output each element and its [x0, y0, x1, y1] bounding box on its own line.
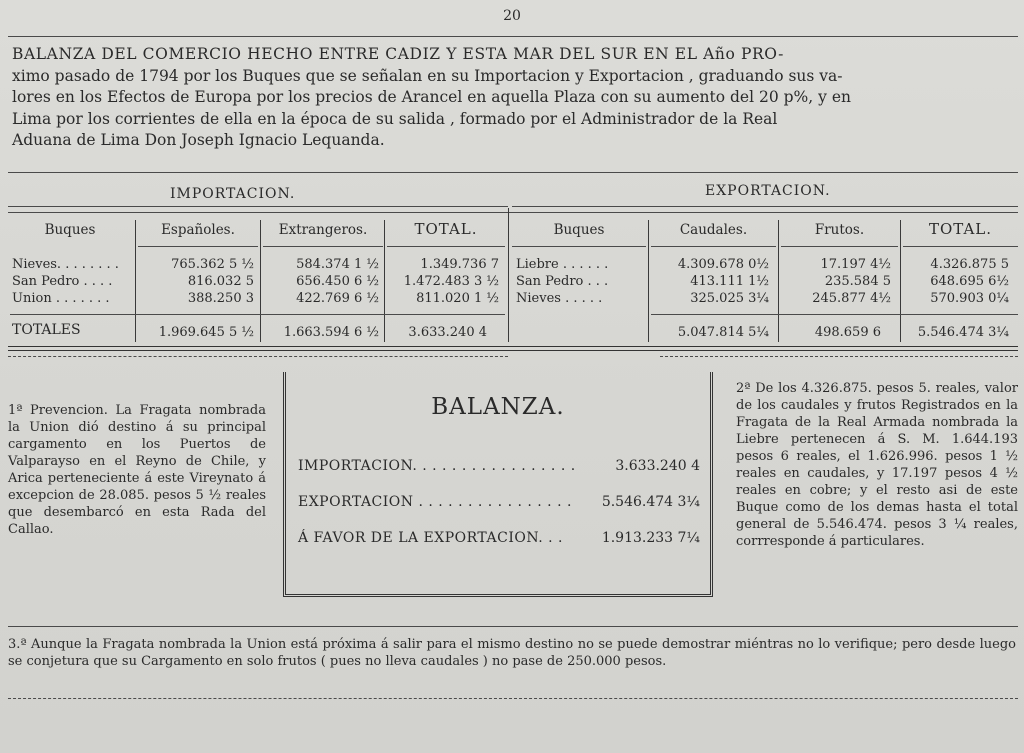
importacion-header: IMPORTACION.	[170, 186, 296, 202]
extrangeros-value: 422.769 6 ½	[296, 291, 379, 306]
col-divider	[384, 220, 385, 342]
balanza-title: BALANZA.	[431, 394, 565, 420]
prevencion-2: 2ª De los 4.326.875. pesos 5. reales, valor de los caudales y frutos Registrados en la Fragata de la Real Armada nombrada la Liebre pertenecen á S. M. 1.644.193 pesos 6 reales, el 1.626.996. pesos 1 ½ reales en caudales, y 17.197 pesos 4 ½ reales en cobre; y el resto asi de este Buque como de los demas hasta el total general de 5.546.474. pesos 3 ¼ reales, corrresponde á particulares.	[736, 381, 1018, 549]
balanza-favor	[298, 530, 700, 546]
col-rule	[138, 246, 258, 247]
balanza-importacion	[298, 458, 700, 474]
decorative-rule	[660, 356, 1018, 357]
table-bottom-rule	[8, 346, 1018, 351]
total-value: 648.695 6½	[930, 274, 1009, 289]
totales-espanoles: 1.969.645 5 ½	[158, 325, 254, 340]
title-line-3: lores en los Efectos de Europa por los precios de Arancel en aquella Plaza con su aumento del 20 p%, y en	[12, 88, 851, 106]
col-rule	[903, 246, 1018, 247]
col-divider	[900, 220, 901, 342]
buque-name: San Pedro . . .	[516, 274, 609, 289]
col-espanoles: Españoles.	[161, 222, 235, 238]
balanza-exportacion-label: EXPORTACION . . . . . . . . . . . . . . . .	[298, 494, 572, 510]
caudales-value: 413.111 1½	[690, 274, 769, 289]
total-value: 1.349.736 7	[420, 257, 499, 272]
espanoles-value: 388.250 3	[187, 291, 254, 306]
col-total-import: TOTAL.	[414, 220, 478, 238]
decorative-rule	[8, 356, 508, 357]
page-number: 20	[503, 8, 521, 24]
top-rule	[8, 36, 1018, 37]
total-value: 570.903 0¼	[930, 291, 1009, 306]
col-divider	[260, 220, 261, 342]
bottom-rule	[8, 698, 1018, 699]
totals-rule	[10, 314, 505, 315]
col-rule	[263, 246, 383, 247]
totales-total-import: 3.633.240 4	[408, 325, 487, 340]
col-buques: Buques	[44, 222, 96, 238]
totales-extrangeros: 1.663.594 6 ½	[283, 325, 379, 340]
total-value: 4.326.875 5	[930, 257, 1009, 272]
document-title	[12, 44, 1018, 152]
title-line-4: Lima por los corrientes de ella en la época de su salida , formado por el Administrador de la Real	[12, 109, 778, 128]
extrangeros-value: 656.450 6 ½	[296, 274, 379, 289]
extrangeros-value: 584.374 1 ½	[296, 257, 379, 272]
buque-name: Union . . . . . . .	[12, 291, 110, 306]
table-top-rule	[8, 212, 1018, 213]
frutos-value: 235.584 5	[824, 274, 891, 289]
title-line-5: Aduana de Lima Don Joseph Ignacio Lequanda.	[12, 131, 385, 149]
buque-name: Nieves . . . . .	[516, 291, 603, 306]
balanza-box	[283, 372, 713, 597]
col-buques-export: Buques	[553, 222, 605, 238]
exportacion-header-rule	[512, 206, 1018, 207]
frutos-value: 245.877 4½	[812, 291, 891, 306]
balanza-exportacion	[298, 494, 700, 510]
frutos-value: 17.197 4½	[820, 257, 891, 272]
col-caudales: Caudales.	[679, 222, 748, 238]
totales-label: TOTALES	[12, 322, 81, 338]
balanza-importacion-label: IMPORTACION. . . . . . . . . . . . . . . . .	[298, 458, 576, 474]
caudales-value: 4.309.678 0½	[677, 257, 769, 272]
balanza-importacion-value: 3.633.240 4	[615, 458, 700, 474]
balanza-favor-value: 1.913.233 7¼	[601, 530, 700, 546]
buque-name: Nieves. . . . . . . .	[12, 257, 119, 272]
col-divider	[508, 208, 509, 342]
totales-frutos: 498.659 6	[814, 325, 881, 340]
espanoles-value: 816.032 5	[187, 274, 254, 289]
col-divider	[778, 220, 779, 342]
col-frutos: Frutos.	[814, 222, 865, 238]
title-line-2: ximo pasado de 1794 por los Buques que se señalan en su Importacion y Exportacion , graduando sus va-	[12, 66, 843, 85]
buque-name: Liebre . . . . . .	[516, 257, 609, 272]
title-rule	[8, 172, 1018, 173]
col-divider	[648, 220, 649, 342]
col-rule	[387, 246, 505, 247]
prevencion-1: 1ª Prevencion. La Fragata nombrada la Union dió destino á su principal cargamento en los Puertos de Valparayso en el Reyno de Chile, y Arica perteneciente á este Vireynato á excepcion de 28.085. pesos 5 ½ reales que desembarcó en esta Rada del Callao.	[8, 403, 266, 537]
total-value: 811.020 1 ½	[416, 291, 499, 306]
espanoles-value: 765.362 5 ½	[171, 257, 254, 272]
prevencion-3: 3.ª Aunque la Fragata nombrada la Union está próxima á salir para el mismo destino no se puede demostrar miéntras no lo verifique; pero desde luego se conjetura que su Cargamento en solo frutos ( pues no lleva caudales ) no pase de 250.000 pesos.	[8, 637, 1016, 669]
balanza-exportacion-value: 5.546.474 3¼	[601, 494, 700, 510]
col-rule	[781, 246, 898, 247]
exportacion-header: EXPORTACION.	[705, 183, 831, 199]
col-extrangeros: Extrangeros.	[278, 222, 368, 238]
importacion-header-rule	[8, 206, 508, 207]
total-value: 1.472.483 3 ½	[403, 274, 499, 289]
caudales-value: 325.025 3¼	[690, 291, 769, 306]
totales-caudales: 5.047.814 5¼	[677, 325, 769, 340]
col-rule	[651, 246, 776, 247]
notes-rule	[8, 626, 1018, 627]
title-line-1: BALANZA DEL COMERCIO HECHO ENTRE CADIZ Y ESTA MAR DEL SUR EN EL Año PRO-	[12, 45, 784, 63]
buque-name: San Pedro . . . .	[12, 274, 113, 289]
balanza-favor-label: Á FAVOR DE LA EXPORTACION. . .	[298, 530, 563, 546]
col-rule	[512, 246, 646, 247]
col-divider	[135, 220, 136, 342]
totals-rule	[651, 314, 1018, 315]
totales-total-export: 5.546.474 3¼	[917, 325, 1009, 340]
col-total-export: TOTAL.	[928, 220, 993, 238]
